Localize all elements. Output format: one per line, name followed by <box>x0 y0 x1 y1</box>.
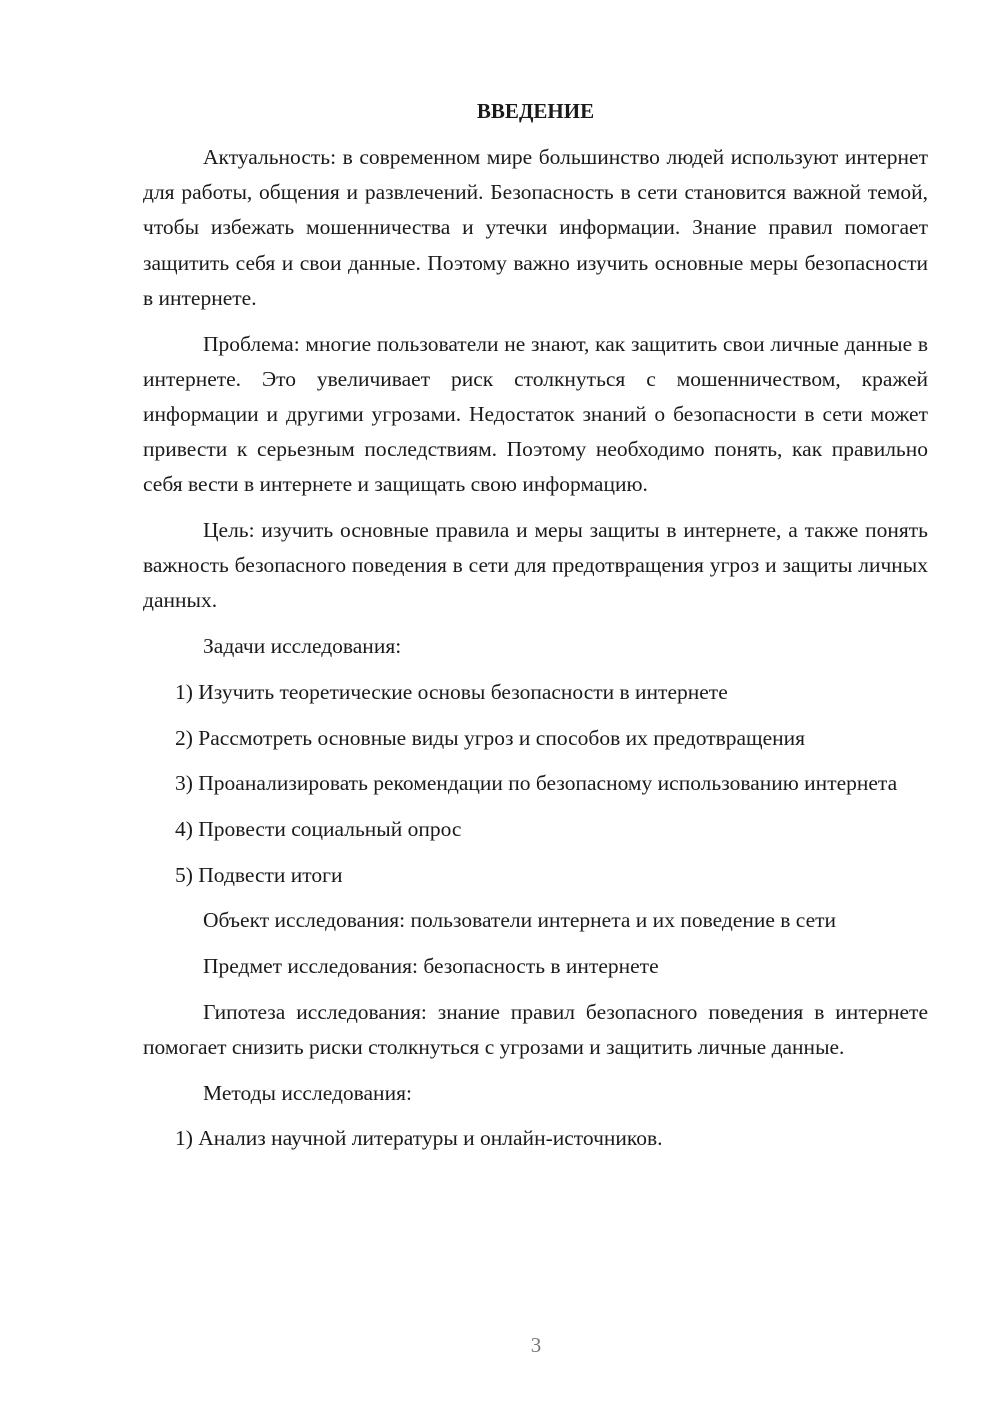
section-title: ВВЕДЕНИЕ <box>476 99 595 123</box>
tasks-heading: Задачи исследования: <box>203 634 402 659</box>
methods-heading: Методы исследования: <box>203 1080 412 1105</box>
task-item: 5) Подвести итоги <box>175 862 343 887</box>
paragraph-goal: Цель: изучить основные правила и меры защиты в интернете, а также понять важность безопасного поведения в сети для предотвращения угроз и защиты личных данных. <box>143 518 928 613</box>
paragraph-object: Объект исследования: пользователи интернета и их поведение в сети <box>203 908 837 933</box>
document-body <box>143 94 928 1167</box>
paragraph-hypothesis: Гипотеза исследования: знание правил безопасного поведения в интернете помогает снизить риски столкнуться с угрозами и защитить личные данные. <box>143 999 928 1059</box>
page-number: 3 <box>530 1333 542 1357</box>
paragraph-subject: Предмет исследования: безопасность в интернете <box>203 954 659 979</box>
task-item: 2) Рассмотреть основные виды угроз и способов их предотвращения <box>175 725 806 750</box>
task-item: 4) Провести социальный опрос <box>175 816 462 841</box>
paragraph-relevance: Актуальность: в современном мире большинство людей используют интернет для работы, общения и развлечений. Безопасность в сети становится важной темой, чтобы избежать мошенничества и утечки информации. Знание правил помогает защитить себя и свои данные. Поэтому важно изучить основные меры безопасности в интернете. <box>143 145 928 310</box>
paragraph-problem: Проблема: многие пользователи не знают, как защитить свои личные данные в интернете. Это увеличивает риск столкнуться с мошенничеством, кражей информации и другими угрозами. Недостаток знаний о безопасности в сети может привести к серьезным последствиям. Поэтому необходимо понять, как правильно себя вести в интернете и защищать свою информацию. <box>143 331 928 497</box>
task-item: 3) Проанализировать рекомендации по безопасному использованию интернета <box>175 771 898 796</box>
method-item: 1) Анализ научной литературы и онлайн-источников. <box>175 1126 663 1151</box>
task-item: 1) Изучить теоретические основы безопасности в интернете <box>175 679 728 704</box>
